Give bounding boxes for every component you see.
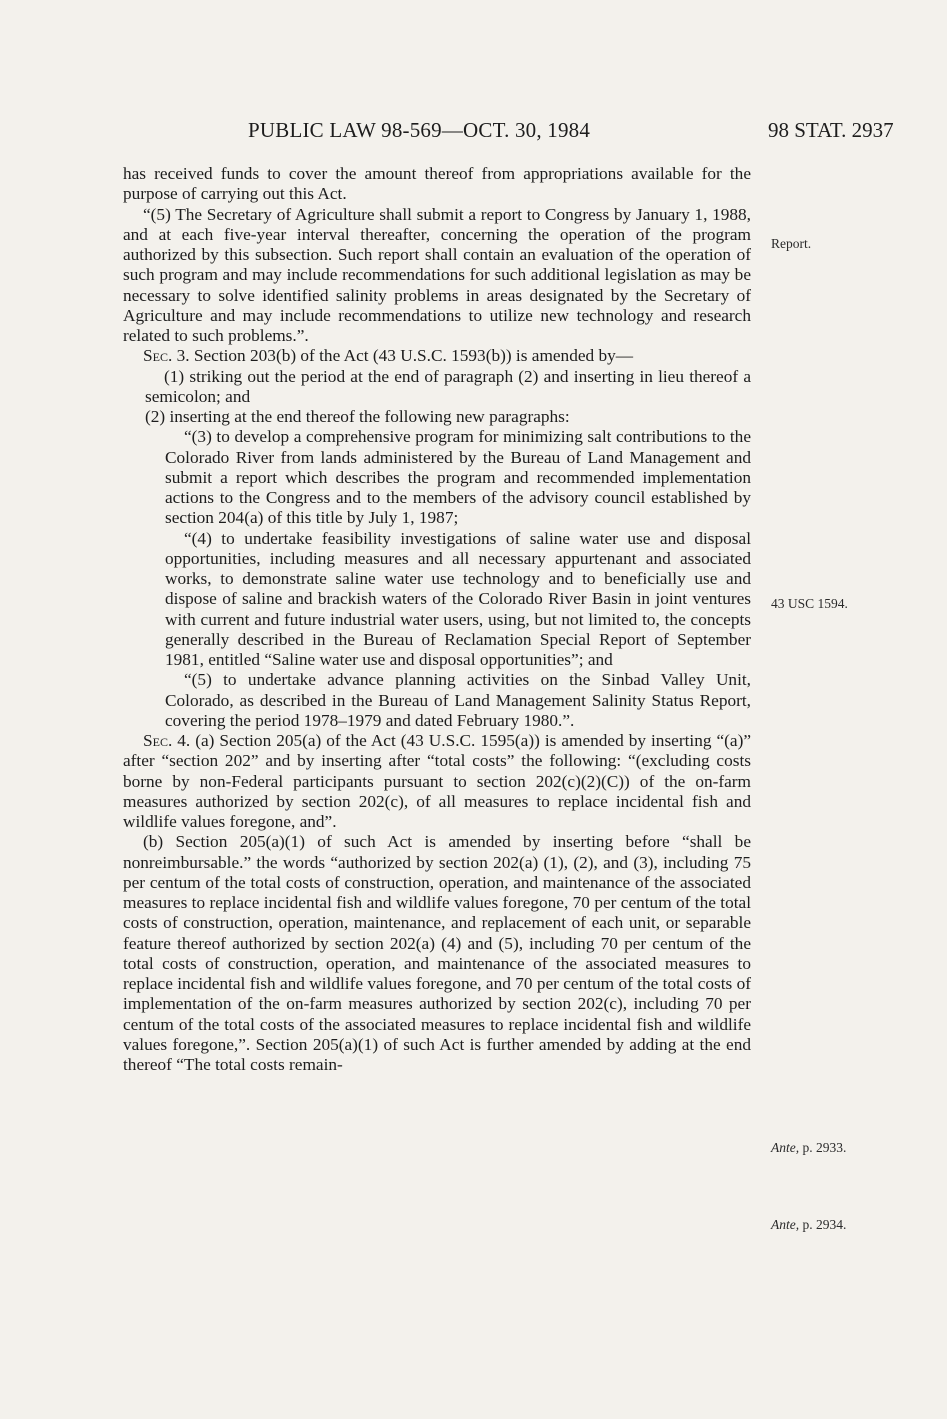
body-text [123, 164, 751, 1075]
margin-note-usc: 43 USC 1594. [771, 596, 848, 611]
paragraph-report: “(5) The Secretary of Agriculture shall submit a report to Congress by January 1, 1988, and at each five-year interval thereafter, concerning the operation of the program authorized by this subsection. Such report shall contain an evaluation of the operation of such program and may include recommendations for such additional legislation as may be necessary to solve identified salinity problems in areas designated by the Secretary of Agriculture and may include recommendations to utilize new technology and research related to such problems.”. [123, 204, 751, 345]
section-label: Sec. [143, 346, 173, 366]
margin-note-ante-2933 [771, 1140, 846, 1156]
running-header-title: PUBLIC LAW 98-569—OCT. 30, 1984 [248, 118, 591, 142]
section-4-b: (b) Section 205(a)(1) of such Act is amended by inserting before “shall be nonreimbursable.” the words “authorized by section 202(a) (1), (2), and (3), including 75 per centum of the total costs of construction, operation, and maintenance of the associated measures to replace incidental fish and wildlife values foregone, 70 per centum of the total costs of construction, operation, maintenance, and replacement of each unit, or separable feature thereof authorized by section 202(a) (4) and (5), including 70 per centum of the total costs of construction, operation, and maintenance of the associated measures to replace incidental fish and wildlife values foregone, and 70 per centum of the total costs of implementation of the on-farm measures authorized by section 202(c), including 70 per centum of the total costs of the associated measures to replace incidental fish and wildlife values foregone,”. Section 205(a)(1) of such Act is further amended by adding at the end thereof “The total costs remain- [123, 832, 751, 1074]
ante-label: Ante, [771, 1140, 800, 1155]
ante-page: p. 2933. [799, 1140, 847, 1155]
page-stat-number: 98 STAT. 2937 [768, 118, 894, 142]
new-paragraph-5: “(5) to undertake advance planning activities on the Sinbad Valley Unit, Colorado, as described in the Bureau of Land Management Salinity Status Report, covering the period 1978–1979 and dated February 1980.”. [165, 670, 751, 730]
clause-2: (2) inserting at the end thereof the following new paragraphs: [145, 407, 570, 426]
clause-1: (1) striking out the period at the end of paragraph (2) and inserting in lieu thereof a semicolon; and [145, 366, 751, 406]
margin-note-report: Report. [771, 236, 812, 251]
section-4-text: 4. (a) Section 205(a) of the Act (43 U.S.C. 1595(a)) is amended by inserting “(a)” after “section 202” and by inserting after “total costs” the following: “(excluding costs borne by non-Federal participants pursuant to section 202(c)(2)(C)) of the on-farm measures authorized by section 202(c), of all measures to replace incidental fish and wildlife values foregone, and”. [123, 731, 751, 831]
new-paragraph-4: “(4) to undertake feasibility investigations of saline water use and disposal opportunities, including measures and all necessary appurtenant and associated works, to demonstrate saline water use technology and to beneficially use and dispose of saline and brackish waters of the Colorado River Basin in joint ventures with current and future industrial water users, using, but not limited to, the concepts generally described in the Bureau of Reclamation Special Report of September 1981, entitled “Saline water use and disposal opportunities”; and [165, 528, 751, 669]
section-3-intro [123, 346, 751, 366]
section-4-intro [123, 731, 751, 832]
margin-note-ante-2934 [771, 1217, 846, 1233]
section-3-text: 3. Section 203(b) of the Act (43 U.S.C. 1593(b)) is amended by— [172, 346, 634, 366]
new-paragraph-3: “(3) to develop a comprehensive program for minimizing salt contributions to the Colorado River from lands administered by the Bureau of Land Management and submit a report which describes the program and recommended implementation actions to the Congress and to the members of the advisory council established by section 204(a) of this title by July 1, 1987; [165, 427, 751, 528]
paragraph-continuation: has received funds to cover the amount thereof from appropriations available for the purpose of carrying out this Act. [123, 164, 751, 204]
section-label: Sec. [143, 731, 173, 750]
ante-page: p. 2934. [799, 1217, 847, 1232]
ante-label: Ante, [771, 1217, 800, 1232]
